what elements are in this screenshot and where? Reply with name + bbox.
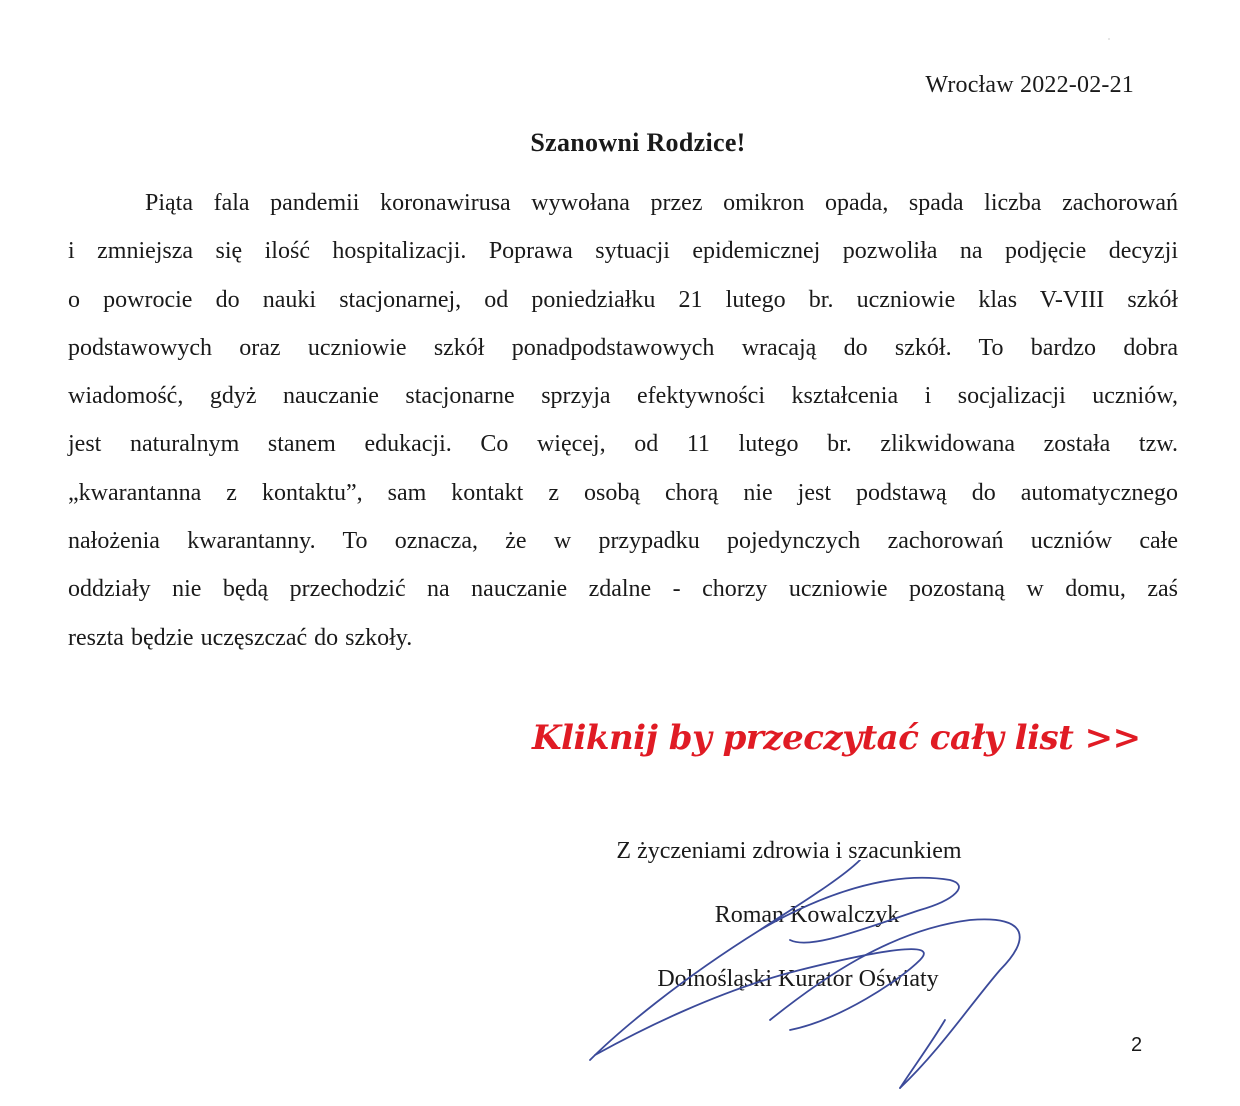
letter-body [68, 179, 1178, 662]
body-line: reszta będzie uczęszczać do szkoły. [68, 624, 413, 651]
body-line: jest naturalnym stanem edukacji. Co więcej, od 11 lutego br. zlikwidowana została tzw. [68, 431, 1178, 458]
body-line: i zmniejsza się ilość hospitalizacji. Poprawa sytuacji epidemicznej pozwoliła na podjęcie decyzji [68, 238, 1178, 265]
closing-greeting: Z życzeniami zdrowia i szacunkiem [616, 838, 962, 864]
body-line: oddziały nie będą przechodzić na nauczanie zdalne - chorzy uczniowie pozostaną w domu, zaś [68, 576, 1178, 603]
letter-title: Szanowni Rodzice! [530, 128, 746, 157]
body-line: „kwarantanna z kontaktu”, sam kontakt z osobą chorą nie jest podstawą do automatycznego [68, 479, 1178, 506]
body-line: o powrocie do nauki stacjonarnej, od poniedziałku 21 lutego br. uczniowie klas V-VIII szkół [68, 286, 1178, 313]
signatory-name: Roman Kowalczyk [714, 902, 900, 928]
letter-date: Wrocław 2022-02-21 [925, 72, 1134, 98]
read-full-letter-link[interactable]: Kliknij by przeczytać cały list >> [532, 718, 1141, 758]
body-line: Piąta fala pandemii koronawirusa wywołana przez omikron opada, spada liczba zachorowań [145, 190, 1178, 216]
body-line: wiadomość, gdyż nauczanie stacjonarne sprzyja efektywności kształcenia i socjalizacji uczniów, [68, 383, 1178, 410]
signatory-role: Dolnośląski Kurator Oświaty [657, 966, 939, 992]
body-line: nałożenia kwarantanny. To oznacza, że w przypadku pojedynczych zachorowań uczniów całe [68, 528, 1178, 555]
body-line: podstawowych oraz uczniowie szkół ponadpodstawowych wracają do szkół. To bardzo dobra [68, 334, 1178, 361]
scan-speck [1108, 38, 1110, 40]
page-number: 2 [1131, 1034, 1143, 1056]
